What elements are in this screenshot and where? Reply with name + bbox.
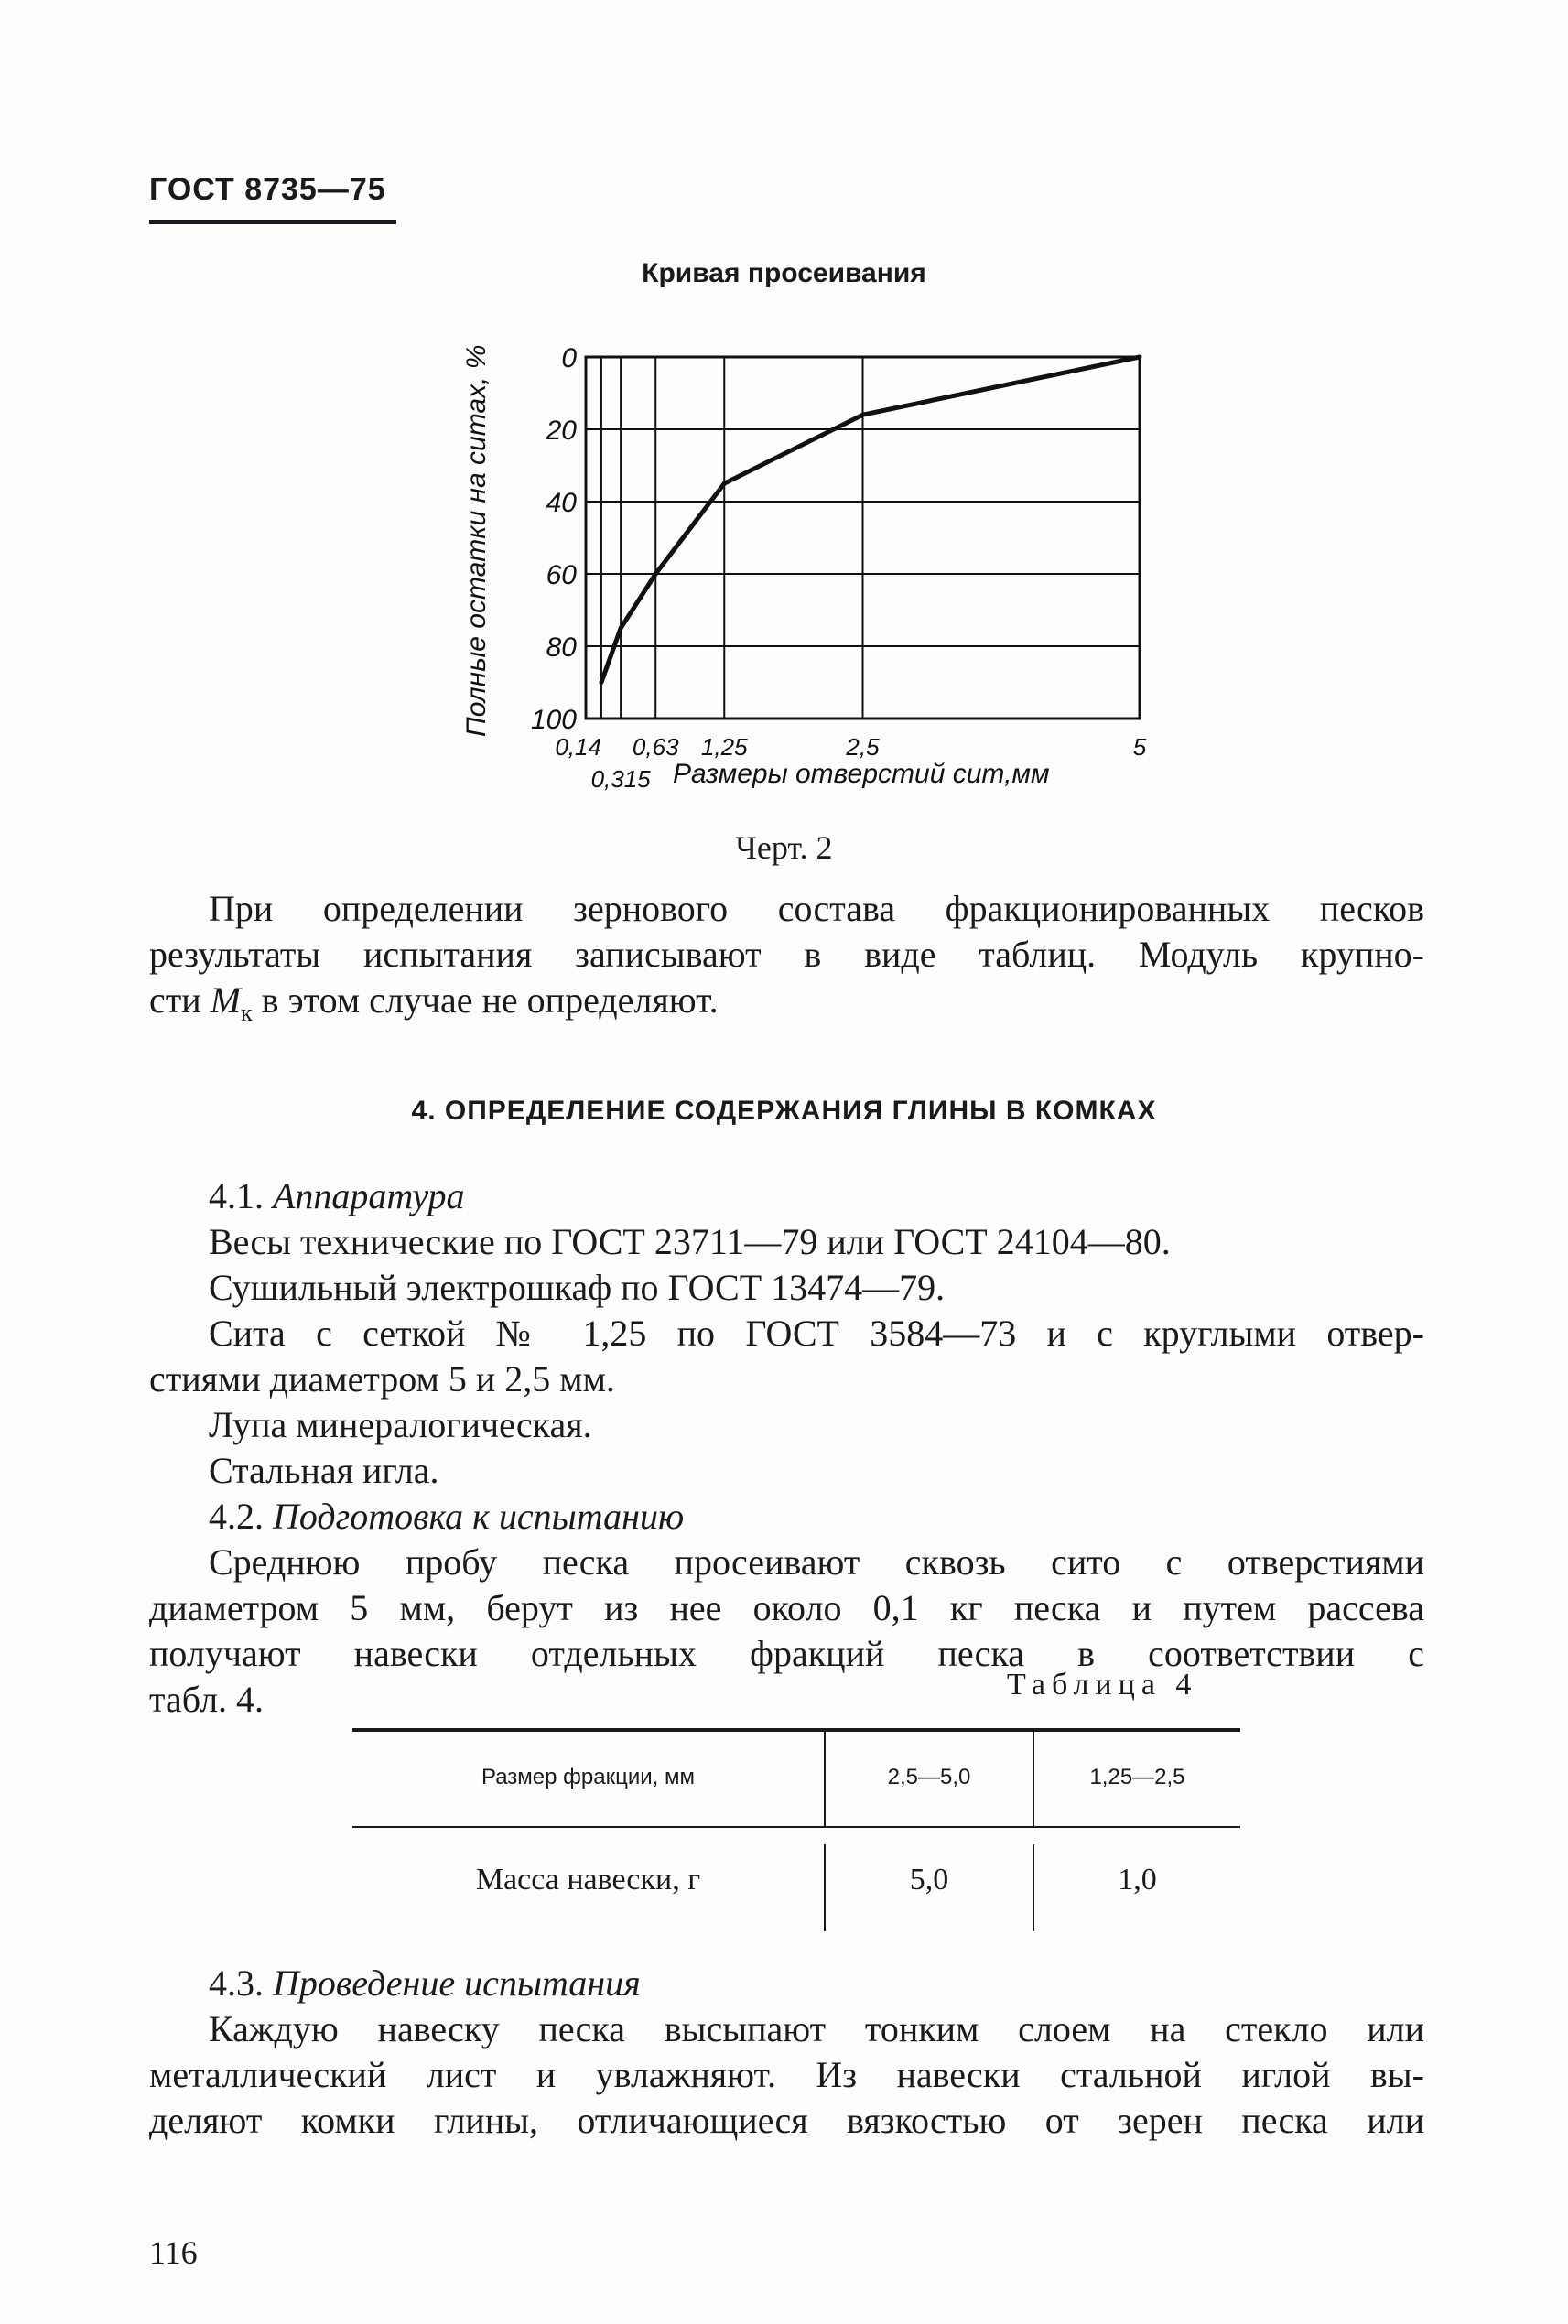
y-tick-label: 100 — [530, 705, 577, 735]
s43-line3: деляют комки глины, отличающиеся вязкостью от зерен песка или — [149, 2100, 1424, 2141]
table-row-label: Масса навески, г — [475, 1863, 701, 1897]
s41-line4: стиями диаметром 5 и 2,5 мм. — [149, 1358, 615, 1400]
s41-line3: Сита с сеткой № 1,25 по ГОСТ 3584—73 и с круглыми отвер- — [209, 1313, 1424, 1354]
figure-caption: Черт. 2 — [735, 829, 833, 866]
header-rule — [149, 220, 396, 224]
table-header-cell: 1,25—2,5 — [1089, 1765, 1185, 1789]
s41-line2: Сушильный электрошкаф по ГОСТ 13474—79. — [209, 1267, 946, 1308]
table-top-rule — [352, 1728, 1240, 1732]
s43-line1: Каждую навеску песка высыпают тонким слоем на стекло или — [209, 2008, 1424, 2049]
para1-line2: результаты испытания записывают в виде таблиц. Модуль крупно- — [149, 934, 1424, 975]
s42-heading: 4.2. Подготовка к испытанию — [209, 1496, 685, 1537]
x-tick-label: 0,63 — [632, 733, 679, 761]
s42-line1: Среднюю пробу песка просеивают сквозь сито с отверстиями — [209, 1541, 1424, 1583]
s42-line4: табл. 4. — [149, 1679, 265, 1720]
x-tick-label: 5 — [1132, 733, 1147, 761]
y-tick-labels — [531, 343, 577, 735]
s41-line5: Лупа минералогическая. — [209, 1404, 592, 1445]
y-tick-label: 0 — [561, 343, 577, 373]
y-tick-label: 60 — [546, 560, 577, 590]
chart-title: Кривая просеивания — [642, 258, 926, 288]
table-header-cell: Размер фракции, мм — [481, 1765, 695, 1789]
sieve-curve-chart — [458, 307, 1172, 810]
y-tick-label: 80 — [546, 632, 577, 663]
table-header-cell: 2,5—5,0 — [887, 1765, 971, 1789]
y-tick-label: 20 — [546, 416, 577, 446]
sieve-curve-line — [601, 357, 1140, 683]
table-caption: Таблица 4 — [1007, 1668, 1198, 1702]
para1-line1: При определении зернового состава фракционированных песков — [209, 888, 1424, 929]
x-tick-label: 0,14 — [555, 733, 601, 761]
s42-line2: диаметром 5 мм, берут из нее около 0,1 кг песка и путем рассева — [149, 1587, 1424, 1628]
y-axis-label: Полные остатки на ситах, % — [461, 344, 492, 737]
x-tick-label: 1,25 — [700, 733, 748, 761]
section-4-3 — [149, 1961, 1424, 2153]
document-header: ГОСТ 8735—75 — [149, 172, 386, 207]
table-cell: 1,0 — [1118, 1863, 1157, 1897]
modulus-symbol: М — [210, 979, 241, 1021]
table-cell: 5,0 — [909, 1863, 949, 1897]
paragraph-fractionated-sands — [149, 886, 1424, 1036]
section-4-1 — [149, 1173, 1424, 1491]
chart-grid — [586, 355, 1142, 719]
x-axis-label: Размеры отверстий сит,мм — [673, 759, 1050, 789]
s43-line2: металлический лист и увлажняют. Из навески стальной иглой вы- — [149, 2054, 1424, 2095]
table-mid-rule — [352, 1826, 1240, 1828]
x-tick-label: 2,5 — [846, 733, 880, 761]
y-tick-label: 40 — [546, 488, 577, 518]
x-tick-label: 0,315 — [590, 765, 651, 793]
s43-heading: 4.3. Проведение испытания — [209, 1962, 641, 2004]
section-4-2 — [149, 1494, 1424, 1720]
s42-line3: получают навески отдельных фракций песка в соответствии с — [149, 1633, 1424, 1674]
s41-heading: 4.1. Аппаратура — [209, 1175, 465, 1216]
s41-line6: Стальная игла. — [209, 1450, 439, 1491]
section-title: 4. ОПРЕДЕЛЕНИЕ СОДЕРЖАНИЯ ГЛИНЫ В КОМКАХ — [411, 1096, 1157, 1126]
s41-line1: Весы технические по ГОСТ 23711—79 или ГОСТ 24104—80. — [209, 1221, 1171, 1262]
para1-line3: сти $М_к$ в этом случае не определяют. — [149, 979, 719, 1026]
page-number: 116 — [149, 2234, 198, 2271]
